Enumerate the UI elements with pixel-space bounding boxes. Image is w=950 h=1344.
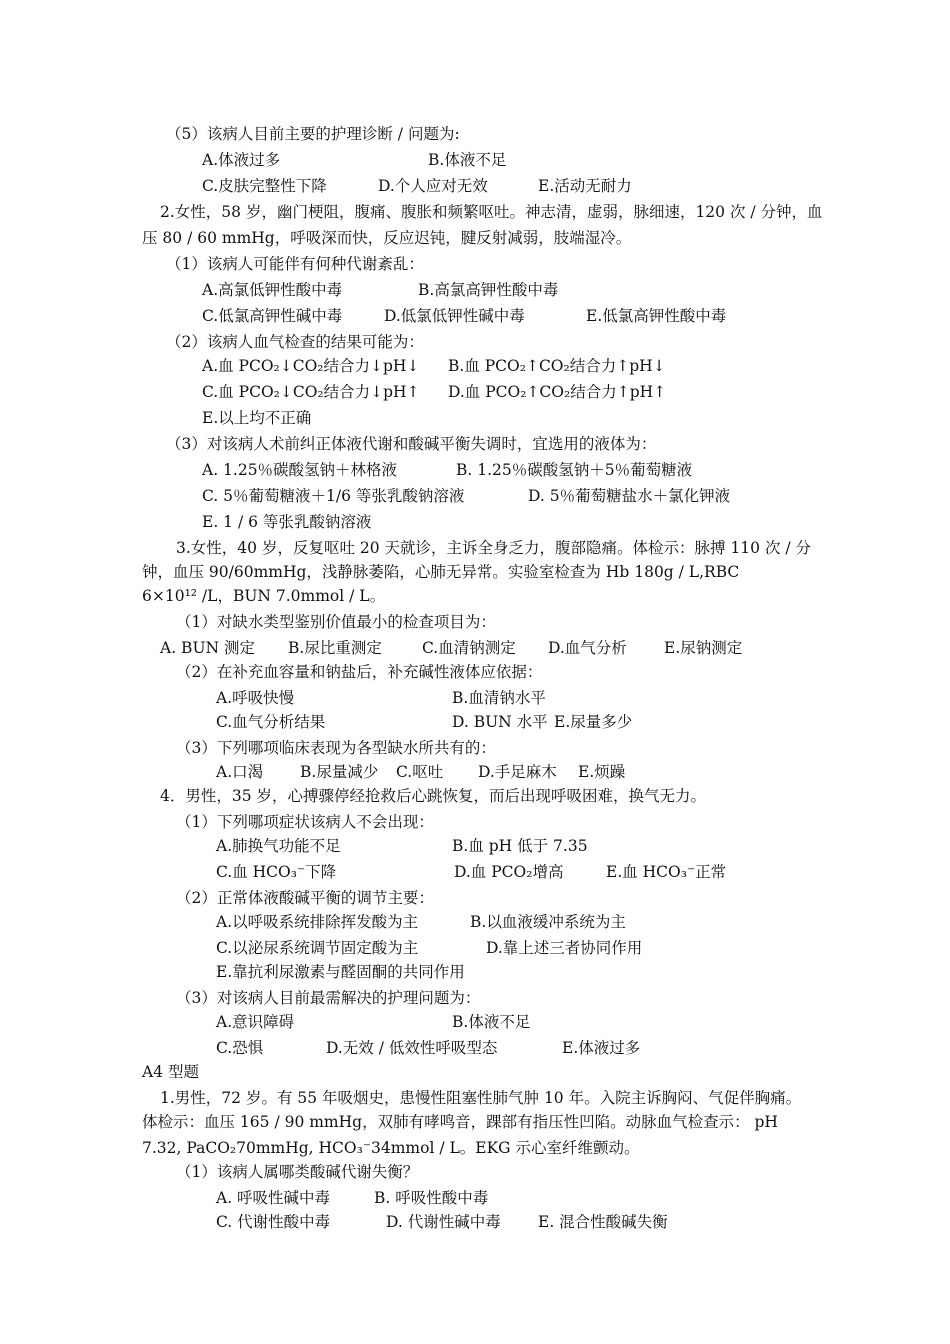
option-text: B.以血液缓冲系统为主 — [470, 913, 626, 931]
option-text: C.血 PCO₂↓CO₂结合力↓pH↑ — [202, 383, 420, 401]
option-text: B.体液不足 — [428, 151, 507, 169]
option-text: E.活动无耐力 — [538, 177, 632, 195]
line-text: （1）该病人属哪类酸碱代谢失衡？ — [176, 1163, 419, 1181]
line-text: （1）对缺水类型鉴别价值最小的检查项目为： — [176, 613, 496, 631]
option-text: E.尿钠测定 — [664, 639, 743, 657]
option-text: A.呼吸快慢 — [216, 689, 295, 707]
line-text: 压 80 / 60 mmHg，呼吸深而快，反应迟钝，腱反射减弱，肢端湿冷。 — [142, 229, 632, 247]
option-text: A. 1.25％碳酸氢钠＋林格液 — [202, 461, 398, 479]
option-text: D.个人应对无效 — [378, 177, 488, 195]
option-text: C.恐惧 — [216, 1039, 264, 1057]
line-text: E. 1 / 6 等张乳酸钠溶液 — [202, 513, 372, 531]
option-text: C. 代谢性酸中毒 — [216, 1213, 331, 1231]
option-text: A.体液过多 — [202, 151, 281, 169]
option-text: A. 呼吸性碱中毒 — [216, 1189, 331, 1207]
line-text: （1）下列哪项症状该病人不会出现： — [176, 813, 434, 831]
option-text: C.血清钠测定 — [422, 639, 516, 657]
option-text: B.高氯高钾性酸中毒 — [418, 281, 559, 299]
option-text: D. BUN 水平 — [452, 713, 548, 731]
option-text: E.低氯高钾性酸中毒 — [586, 307, 727, 325]
line-text: 钟，血压 90/60mmHg，浅静脉萎陷，心肺无异常。实验室检查为 Hb 180g / L,RBC — [142, 563, 740, 581]
line-text: 1.男性，72 岁。有 55 年吸烟史，患慢性阻塞性肺气肿 10 年。入院主诉胸闷、气促伴胸痛。 — [160, 1089, 802, 1107]
option-text: B.血清钠水平 — [452, 689, 546, 707]
line-text: 7.32, PaCO₂70mmHg, HCO₃⁻34mmol / L。EKG 示心室纤维颤动。 — [142, 1139, 640, 1157]
line-text: （5）该病人目前主要的护理诊断 / 问题为: — [166, 125, 460, 143]
option-text: A.口渴 — [216, 763, 264, 781]
line-text: 2.女性，58 岁，幽门梗阻，腹痛、腹胀和频繁呕吐。神志清，虚弱，脉细速，120 次 / 分钟，血 — [160, 203, 823, 221]
option-text: D.手足麻木 — [478, 763, 557, 781]
option-text: A.以呼吸系统排除挥发酸为主 — [216, 913, 419, 931]
option-text: D.血 PCO₂↑CO₂结合力↑pH↑ — [448, 383, 667, 401]
option-text: C.低氯高钾性碱中毒 — [202, 307, 343, 325]
option-text: D.无效 / 低效性呼吸型态 — [326, 1039, 498, 1057]
option-text: B.尿量减少 — [300, 763, 379, 781]
line-text: （3）下列哪项临床表现为各型缺水所共有的： — [176, 739, 496, 757]
option-text: C.呕吐 — [396, 763, 444, 781]
line-text: A4 型题 — [142, 1063, 199, 1081]
line-text: 体检示：血压 165 / 90 mmHg，双肺有哮鸣音，踝部有指压性凹陷。动脉血气检查示： pH — [142, 1113, 778, 1131]
line-text: （1）该病人可能伴有何种代谢紊乱： — [166, 255, 424, 273]
option-text: D.血气分析 — [548, 639, 627, 657]
option-text: C.以泌尿系统调节固定酸为主 — [216, 939, 419, 957]
line-text: E.以上均不正确 — [202, 409, 312, 427]
line-text: 3.女性，40 岁，反复呕吐 20 天就诊，主诉全身乏力，腹部隐痛。体检示：脉搏 110 次 / 分 — [176, 539, 812, 557]
option-text: A. BUN 测定 — [160, 639, 255, 657]
option-text: B.尿比重测定 — [288, 639, 382, 657]
option-text: E.烦躁 — [578, 763, 626, 781]
option-text: E. 混合性酸碱失衡 — [538, 1213, 668, 1231]
option-text: C.皮肤完整性下降 — [202, 177, 327, 195]
line-text: （3）对该病人目前最需解决的护理问题为： — [176, 989, 481, 1007]
line-text: （2）正常体液酸碱平衡的调节主要： — [176, 889, 434, 907]
option-text: D.血 PCO₂增高 — [454, 863, 564, 881]
option-text: B.血 pH 低于 7.35 — [452, 837, 588, 855]
option-text: D.低氯低钾性碱中毒 — [384, 307, 525, 325]
line-text: （2）该病人血气检查的结果可能为： — [166, 333, 424, 351]
option-text: C.血 HCO₃⁻下降 — [216, 863, 337, 881]
option-text: A.意识障碍 — [216, 1013, 295, 1031]
line-text: 4．男性，35 岁，心搏骤停经抢救后心跳恢复，而后出现呼吸困难，换气无力。 — [160, 787, 707, 805]
option-text: C. 5％葡萄糖液＋1/6 等张乳酸钠溶液 — [202, 487, 465, 505]
option-text: D.靠上述三者协同作用 — [486, 939, 643, 957]
line-text: E.靠抗利尿激素与醛固酮的共同作用 — [216, 963, 465, 981]
option-text: E.尿量多少 — [554, 713, 633, 731]
option-text: C.血气分析结果 — [216, 713, 326, 731]
option-text: B. 呼吸性酸中毒 — [374, 1189, 489, 1207]
line-text: （2）在补充血容量和钠盐后，补充碱性液体应依据： — [176, 663, 543, 681]
line-text: 6×10¹² /L，BUN 7.0mmol / L。 — [142, 587, 386, 605]
option-text: A.肺换气功能不足 — [216, 837, 341, 855]
option-text: A.高氯低钾性酸中毒 — [202, 281, 343, 299]
option-text: E.血 HCO₃⁻正常 — [606, 863, 727, 881]
option-text: A.血 PCO₂↓CO₂结合力↓pH↓ — [202, 357, 420, 375]
option-text: D. 5％葡萄糖盐水＋氯化钾液 — [528, 487, 731, 505]
option-text: B.血 PCO₂↑CO₂结合力↑pH↓ — [448, 357, 666, 375]
option-text: B.体液不足 — [452, 1013, 531, 1031]
option-text: E.体液过多 — [562, 1039, 641, 1057]
option-text: D. 代谢性碱中毒 — [386, 1213, 501, 1231]
line-text: （3）对该病人术前纠正体液代谢和酸碱平衡失调时，宜选用的液体为： — [166, 435, 657, 453]
option-text: B. 1.25％碳酸氢钠＋5％葡萄糖液 — [456, 461, 693, 479]
